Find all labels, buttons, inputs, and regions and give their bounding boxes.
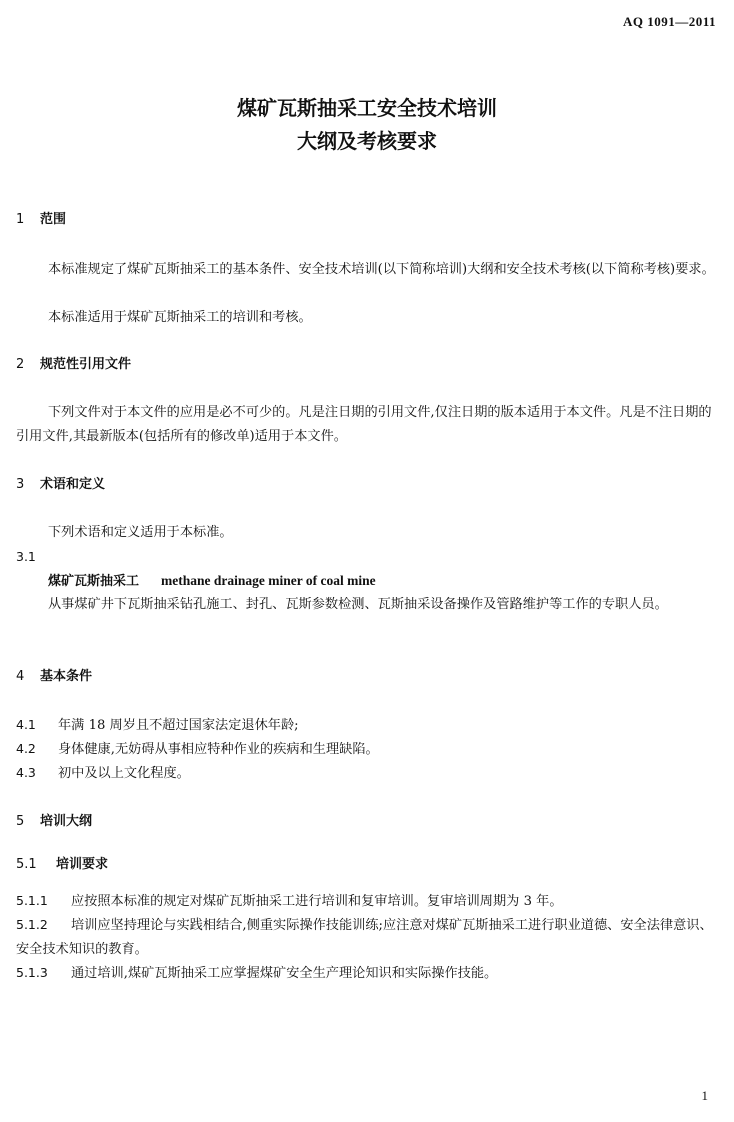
section-3-paragraph-1: 下列术语和定义适用于本标准。 bbox=[48, 525, 233, 540]
standard-code: AQ 1091—2011 bbox=[622, 14, 716, 29]
page-number: 1 bbox=[701, 1088, 708, 1103]
section-title: 规范性引用文件 bbox=[40, 357, 132, 372]
section-number: 5 bbox=[16, 814, 25, 829]
list-item bbox=[16, 761, 718, 786]
item-number: 4.3 bbox=[16, 765, 36, 780]
document-title-line2: 大纲及考核要求 bbox=[297, 129, 437, 153]
item-text: 应按照本标准的规定对煤矿瓦斯抽采工进行培训和复审培训。复审培训周期为 3 年。 bbox=[71, 894, 563, 909]
section-1-paragraph-1: 本标准规定了煤矿瓦斯抽采工的基本条件、安全技术培训(以下简称培训)大纲和安全技术考核(以下简称考核)要求。 bbox=[48, 262, 715, 277]
item-number: 5.1.3 bbox=[16, 965, 48, 980]
item-text: 身体健康,无妨碍从事相应特种作业的疾病和生理缺陷。 bbox=[58, 742, 379, 757]
document-title-line1: 煤矿瓦斯抽采工安全技术培训 bbox=[237, 96, 497, 120]
section-2-paragraph-1: 下列文件对于本文件的应用是必不可少的。凡是注日期的引用文件,仅注日期的版本适用于本文件。凡是不注日期的引用文件,其最新版本(包括所有的修改单)适用于本文件。 bbox=[16, 405, 712, 444]
section-1-heading bbox=[16, 208, 718, 232]
section-1-paragraph-2: 本标准适用于煤矿瓦斯抽采工的培训和考核。 bbox=[48, 310, 312, 325]
item-number: 5.1.1 bbox=[16, 893, 48, 908]
subsection-title: 培训要求 bbox=[56, 857, 109, 872]
section-number: 2 bbox=[16, 357, 25, 372]
item-number: 4.1 bbox=[16, 717, 36, 732]
section-title: 培训大纲 bbox=[40, 814, 93, 829]
item-text: 通过培训,煤矿瓦斯抽采工应掌握煤矿安全生产理论知识和实际操作技能。 bbox=[71, 966, 498, 981]
section-number: 4 bbox=[16, 669, 25, 684]
item-number: 4.2 bbox=[16, 741, 36, 756]
term-entry bbox=[16, 569, 718, 594]
list-item bbox=[16, 961, 718, 986]
term-chinese: 煤矿瓦斯抽采工 bbox=[48, 574, 140, 589]
section-title: 术语和定义 bbox=[40, 477, 106, 492]
section-number: 3 bbox=[16, 477, 25, 492]
item-text: 培训应坚持理论与实践相结合,侧重实际操作技能训练;应注意对煤矿瓦斯抽采工进行职业道德、安全法律意识、安全技术知识的教育。 bbox=[16, 918, 713, 957]
subsection-number: 5.1 bbox=[16, 857, 37, 872]
term-definition: 从事煤矿井下瓦斯抽采钻孔施工、封孔、瓦斯参数检测、瓦斯抽采设备操作及管路维护等工作的专职人员。 bbox=[48, 597, 668, 612]
list-item bbox=[16, 737, 718, 762]
section-5-heading bbox=[16, 810, 718, 834]
section-2-heading bbox=[16, 353, 718, 377]
subsection-5-1-heading bbox=[16, 853, 718, 877]
section-title: 范围 bbox=[40, 212, 67, 227]
item-text: 初中及以上文化程度。 bbox=[58, 766, 190, 781]
list-item bbox=[16, 713, 718, 738]
section-number: 1 bbox=[16, 212, 25, 227]
item-text: 年满 18 周岁且不超过国家法定退休年龄; bbox=[58, 718, 299, 733]
term-number: 3.1 bbox=[16, 549, 36, 564]
list-item bbox=[16, 889, 718, 914]
item-number: 5.1.2 bbox=[16, 917, 48, 932]
list-item bbox=[16, 913, 718, 962]
section-3-heading bbox=[16, 473, 718, 497]
section-4-heading bbox=[16, 665, 718, 689]
section-title: 基本条件 bbox=[40, 669, 93, 684]
term-english: methane drainage miner of coal mine bbox=[161, 573, 376, 588]
